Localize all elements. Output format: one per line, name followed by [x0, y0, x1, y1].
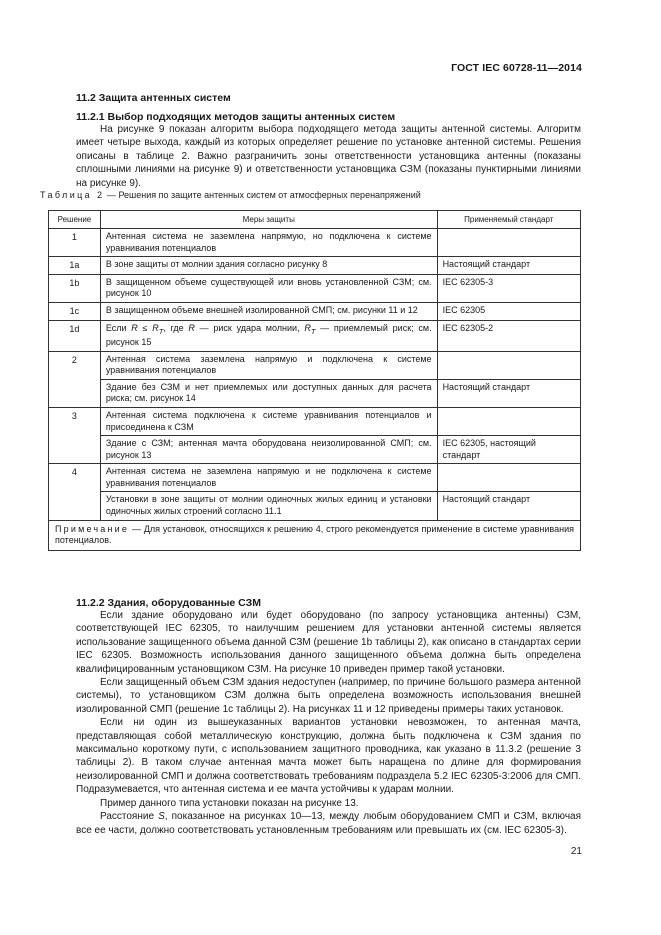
- risk-symbol: R: [152, 322, 159, 333]
- measure-text: — риск удара молнии,: [194, 322, 305, 333]
- standard-cell: IEC 62305: [437, 302, 580, 320]
- table-caption-dash: —: [106, 190, 116, 200]
- note-text: — Для установок, относящихся к решению 4, строго рекомендуется применение в системе уравнивания потенциалов.: [55, 523, 574, 546]
- risk-symbol: R: [131, 322, 138, 333]
- table-caption-text: Решения по защите антенных систем от атмосферных перенапряжений: [118, 190, 421, 200]
- paragraph-text: , показанное на рисунках 10—13, между любым оборудованием СМП и СЗМ, включая все ее части, должно соответствовать установленным требованиям или превышать их (см. IEC 62305-3).: [76, 811, 582, 836]
- solution-cell: 1d: [49, 320, 101, 351]
- standard-cell: [437, 464, 580, 492]
- solution-cell: 4: [49, 464, 101, 520]
- measure-cell: Антенная система не заземлена напрямую, но подключена к системе уравнивания потенциалов: [100, 229, 437, 257]
- standard-cell: IEC 62305-3: [437, 274, 580, 302]
- measure-cell: Антенная система подключена к системе уравнивания потенциалов и присоединена к СЗМ: [100, 407, 437, 435]
- solution-cell: 2: [49, 351, 101, 407]
- paragraph: Если защищенный объем СЗМ здания недоступен (например, по причине большого размера антенной системы), то установщиком СЗМ должна быть определена возможность использования внешней изолированной СМП (решение 1c таблицы 2). На рисунках 11 и 12 приведены примеры таких установок.: [76, 677, 581, 715]
- risk-symbol: R: [188, 322, 195, 333]
- table-row: [49, 229, 581, 257]
- table-row: [49, 257, 581, 275]
- measure-cell: Здание с СЗМ; антенная мачта оборудована неизолированной СМП; см. рисунок 13: [100, 436, 437, 464]
- table-row: [49, 407, 581, 435]
- standard-cell: Настоящий стандарт: [437, 379, 580, 407]
- solutions-table: [48, 210, 581, 551]
- solution-cell: 1c: [49, 302, 101, 320]
- measure-cell: Антенная система заземлена напрямую и подключена к системе уравнивания потенциалов: [100, 351, 437, 379]
- solution-cell: 1: [49, 229, 101, 257]
- standard-cell: IEC 62305-2: [437, 320, 580, 351]
- paragraph-text: Расстояние: [100, 811, 159, 823]
- standard-cell: Настоящий стандарт: [437, 257, 580, 275]
- risk-subscript: T: [158, 326, 164, 336]
- paragraph: Если здание оборудовано или будет оборудовано (по запросу установщика антенны) СЗМ, соответствующей IEC 62305, то наилучшим решением для установки антенной системы является использование защищенного объема данной СЗМ (решение 1b таблицы 2), как описано в стандартах серии IEC 62305. Возможность использования данного защищенного объема должна быть определена квалифицированным установщиком СЗМ. На рисунке 10 приведен пример такой установки.: [76, 610, 581, 675]
- table-row: [49, 379, 581, 407]
- table-row: [49, 492, 581, 520]
- standard-cell: [437, 229, 580, 257]
- table-row: [49, 274, 581, 302]
- measure-cell: [100, 320, 437, 351]
- risk-symbol: R: [304, 322, 311, 333]
- subsection-title: 11.2.2 Здания, оборудованные СЗМ: [76, 597, 261, 609]
- measure-cell: Установки в зоне защиты от молнии одиночных жилых единиц и установки одиночных жилых строений согласно 11.1: [100, 492, 437, 520]
- measure-cell: В защищенном объеме внешней изолированной СМП; см. рисунки 11 и 12: [100, 302, 437, 320]
- table-caption-label: Таблица 2: [40, 190, 105, 200]
- standard-cell: Настоящий стандарт: [437, 492, 580, 520]
- standard-header: ГОСТ IEC 60728-11—2014: [451, 62, 582, 74]
- standard-cell: [437, 407, 580, 435]
- paragraph: Пример данного типа установки показан на рисунке 13.: [100, 797, 359, 809]
- table-header-row: [49, 211, 581, 229]
- table-row: [49, 436, 581, 464]
- note-label: Примечание: [55, 523, 130, 534]
- table-row: [49, 302, 581, 320]
- column-header: Применяемый стандарт: [437, 211, 580, 229]
- table-caption: [40, 190, 581, 200]
- section-11-2-2: [76, 597, 581, 837]
- subsection-title: 11.2.1 Выбор подходящих методов защиты антенных систем: [76, 111, 396, 123]
- measure-text: Если: [105, 322, 132, 333]
- measure-cell: В зоне защиты от молнии здания согласно рисунку 8: [100, 257, 437, 275]
- solution-cell: 1a: [49, 257, 101, 275]
- paragraph: [76, 810, 581, 837]
- measure-cell: Антенная система не заземлена напрямую и не подключена к системе уравнивания потенциалов: [100, 464, 437, 492]
- paragraph: На рисунке 9 показан алгоритм выбора подходящего метода защиты антенной системы. Алгоритм имеет четыре выхода, каждый из которых определяет решение по установке антенной системы. Решения описаны в таблице 2. Важно разграничить зоны ответственности установщика антенны (показаны сплошными линиями на рисунке 9) и ответственности установщика СЗМ (показаны пунктирными линиями на рисунке 9).: [76, 124, 581, 189]
- table-row: [49, 351, 581, 379]
- measure-cell: Здание без СЗМ и нет приемлемых или доступных данных для расчета риска; см. рисунок 14: [100, 379, 437, 407]
- page-number: 21: [570, 846, 582, 857]
- table-row: [49, 320, 581, 351]
- section-11-2: [76, 92, 581, 190]
- column-header: Меры защиты: [100, 211, 437, 229]
- measure-text: — приемлемый риск; см. рисунок 15: [105, 322, 432, 347]
- risk-subscript: T: [310, 326, 316, 336]
- measure-cell: В защищенном объеме существующей или вновь установленной СЗМ; см. рисунок 10: [100, 274, 437, 302]
- table-row: [49, 464, 581, 492]
- table-note-row: [49, 520, 581, 550]
- section-title: 11.2 Защита антенных систем: [76, 92, 231, 104]
- paragraph: Если ни один из вышеуказанных вариантов установки невозможен, то антенная мачта, представляющая собой металлическую конструкцию, должна быть подключена к СЗМ здания по максимально короткому пути, с использованием защитного проводника, как указано в 11.3.2 (решение 3 таблицы 2). В таком случае антенная мачта может быть наращена по длине для формирования неизолированной СМП и должна соответствовать требованиям подраздела 5.2 IEC 62305-3:2006 для СМП. Подразумевается, что антенная система и ее мачта устойчивы к ударам молнии.: [76, 717, 581, 796]
- distance-symbol: S: [158, 811, 165, 823]
- measure-text: , где: [163, 322, 189, 333]
- table-note: [49, 520, 581, 550]
- standard-cell: IEC 62305, настоящий стандарт: [437, 436, 580, 464]
- solution-cell: 1b: [49, 274, 101, 302]
- standard-cell: [437, 351, 580, 379]
- column-header: Решение: [49, 211, 101, 229]
- solution-cell: 3: [49, 407, 101, 463]
- measure-text: ≤: [137, 322, 153, 333]
